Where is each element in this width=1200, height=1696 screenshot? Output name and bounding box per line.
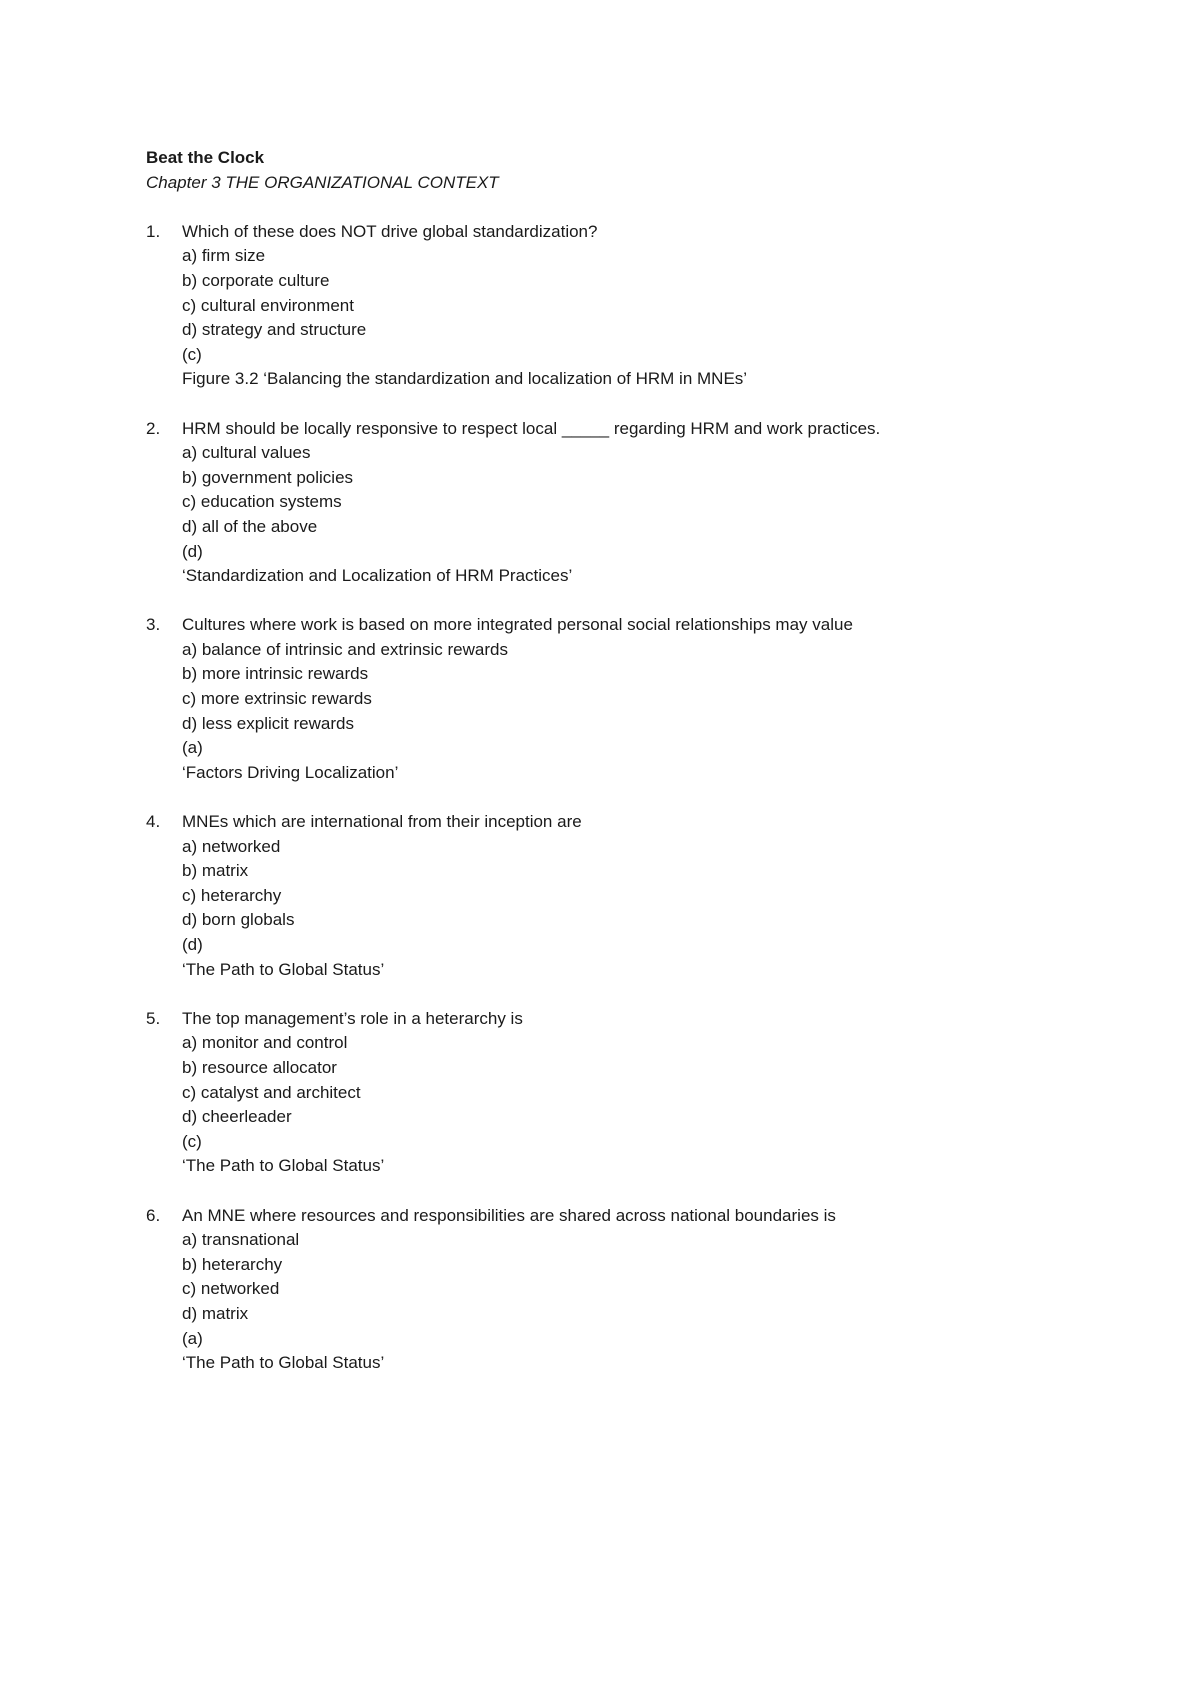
answer-reference: ‘Standardization and Localization of HRM Practices’ [182, 566, 573, 586]
answer-option: a) firm size [182, 246, 266, 266]
question-item [146, 417, 1066, 589]
answer-option: d) all of the above [182, 516, 318, 536]
answer-reference: ‘The Path to Global Status’ [182, 1353, 385, 1373]
answer-option: b) resource allocator [182, 1057, 337, 1077]
answer-option: b) more intrinsic rewards [182, 664, 369, 684]
answer-option: a) networked [182, 836, 281, 856]
correct-answer: (d) [182, 935, 203, 954]
answer-option: b) government policies [182, 467, 354, 487]
answer-option: a) balance of intrinsic and extrinsic rewards [182, 639, 508, 659]
question-number: 1. [146, 221, 161, 241]
document-subtitle: Chapter 3 THE ORGANIZATIONAL CONTEXT [146, 172, 499, 192]
question-number: 2. [146, 418, 161, 438]
question-text: MNEs which are international from their inception are [182, 812, 582, 832]
answer-option: a) cultural values [182, 443, 311, 463]
question-item [146, 810, 1066, 982]
correct-answer: (c) [182, 344, 202, 364]
answer-option: d) matrix [182, 1303, 249, 1323]
correct-answer: (d) [182, 541, 203, 561]
answer-reference: ‘The Path to Global Status’ [182, 959, 385, 979]
question-text: The top management’s role in a heterarchy is [182, 1008, 523, 1028]
question-list [146, 220, 1066, 1376]
question-text: HRM should be locally responsive to respect local _____ regarding HRM and work practices. [182, 418, 881, 438]
answer-option: c) more extrinsic rewards [182, 689, 372, 709]
answer-option: b) matrix [182, 861, 249, 881]
answer-option: b) heterarchy [182, 1254, 283, 1274]
answer-option: c) cultural environment [182, 295, 354, 315]
answer-option: c) networked [182, 1279, 280, 1299]
answer-option: a) monitor and control [182, 1033, 348, 1053]
question-item [146, 613, 1066, 785]
document-page [146, 146, 1066, 1376]
question-item [146, 220, 1066, 392]
answer-option: d) cheerleader [182, 1107, 292, 1127]
answer-option: d) born globals [182, 910, 295, 930]
answer-reference: ‘The Path to Global Status’ [182, 1156, 385, 1176]
correct-answer: (a) [182, 1328, 203, 1348]
correct-answer: (c) [182, 1131, 202, 1151]
answer-reference: ‘Factors Driving Localization’ [182, 762, 399, 782]
question-number: 5. [146, 1008, 161, 1028]
answer-option: c) education systems [182, 492, 342, 512]
answer-option: c) heterarchy [182, 885, 282, 905]
question-number: 6. [146, 1205, 161, 1225]
answer-option: d) less explicit rewards [182, 713, 354, 733]
question-number: 3. [146, 615, 161, 635]
document-title: Beat the Clock [146, 148, 265, 167]
answer-option: b) corporate culture [182, 270, 330, 290]
answer-reference: Figure 3.2 ‘Balancing the standardization and localization of HRM in MNEs’ [182, 369, 748, 389]
question-text: An MNE where resources and responsibilities are shared across national boundaries is [182, 1205, 836, 1225]
answer-option: a) transnational [182, 1230, 300, 1250]
question-text: Cultures where work is based on more integrated personal social relationships may value [182, 615, 853, 635]
question-number: 4. [146, 812, 161, 832]
question-text: Which of these does NOT drive global standardization? [182, 221, 598, 241]
answer-option: d) strategy and structure [182, 320, 367, 340]
correct-answer: (a) [182, 738, 203, 758]
answer-option: c) catalyst and architect [182, 1082, 361, 1102]
question-item [146, 1204, 1066, 1376]
question-item [146, 1007, 1066, 1179]
